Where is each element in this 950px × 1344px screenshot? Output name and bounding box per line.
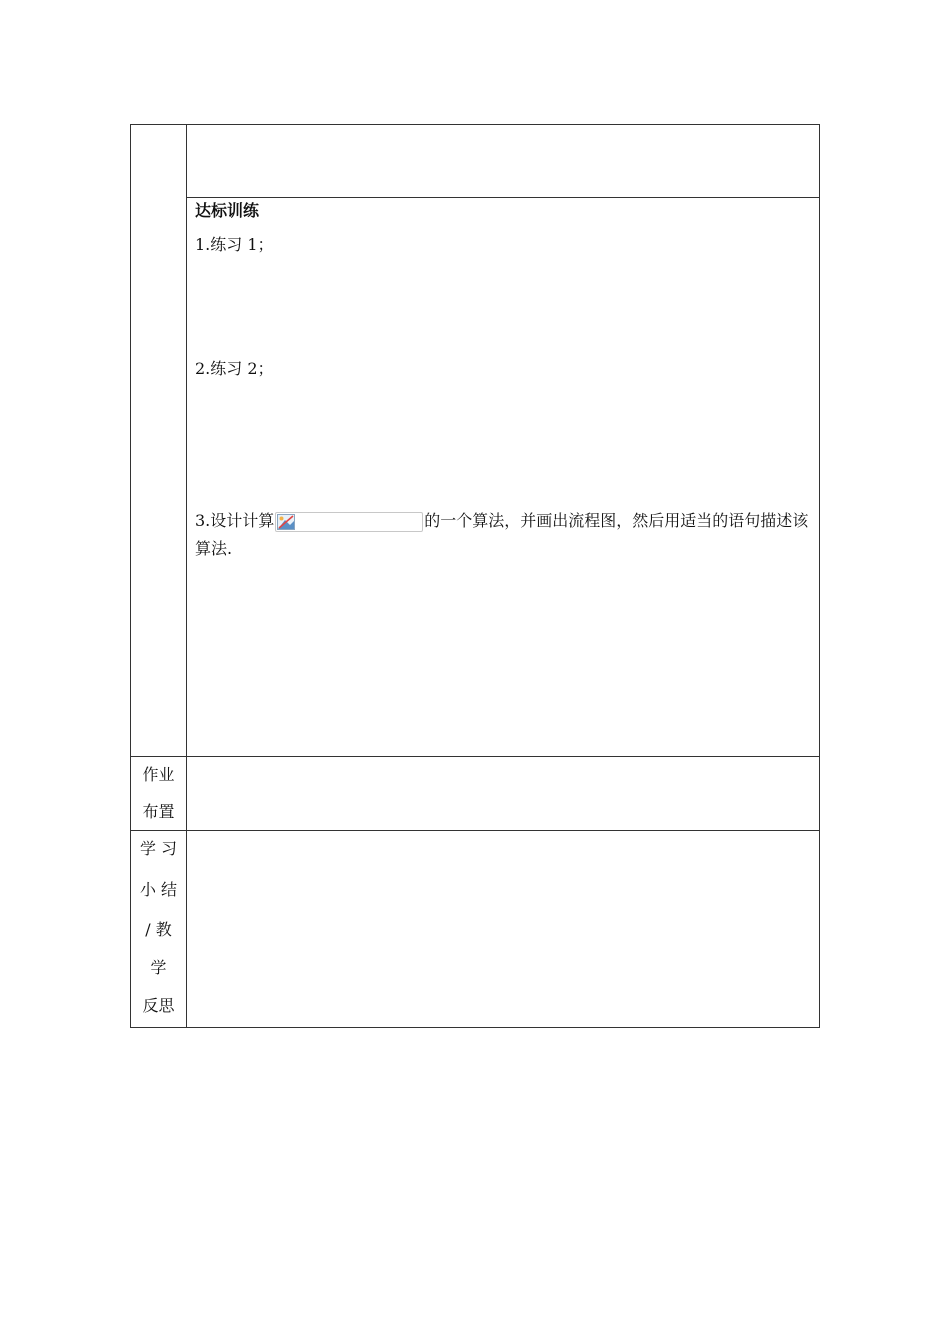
column-divider <box>186 125 187 1027</box>
summary-label-line5: 反思 <box>142 996 175 1015</box>
broken-image-icon <box>277 514 295 530</box>
exercise-3-prefix: 3.设计计算 <box>195 511 275 530</box>
exercise-2: 2.练习 2； <box>195 359 274 378</box>
row-divider-top <box>186 197 819 198</box>
lesson-table <box>130 124 820 1028</box>
section-heading: 达标训练 <box>195 201 260 220</box>
summary-label-line4: 学 <box>150 958 167 977</box>
homework-label-line1: 作业 <box>142 765 175 784</box>
homework-label-line2: 布置 <box>142 802 175 821</box>
formula-image <box>275 512 423 532</box>
row-divider-homework <box>131 756 819 757</box>
summary-label-line3: / 教 <box>145 920 172 939</box>
summary-label-line2: 小 结 <box>139 880 178 899</box>
exercise-3-suffix: 的一个算法，并画出流程图，然后用适当的语句描述该算法. <box>195 511 809 558</box>
row-divider-summary <box>131 830 819 831</box>
exercise-1: 1.练习 1； <box>195 235 274 254</box>
exercise-3 <box>195 507 815 563</box>
summary-label-line1: 学 习 <box>139 839 178 858</box>
